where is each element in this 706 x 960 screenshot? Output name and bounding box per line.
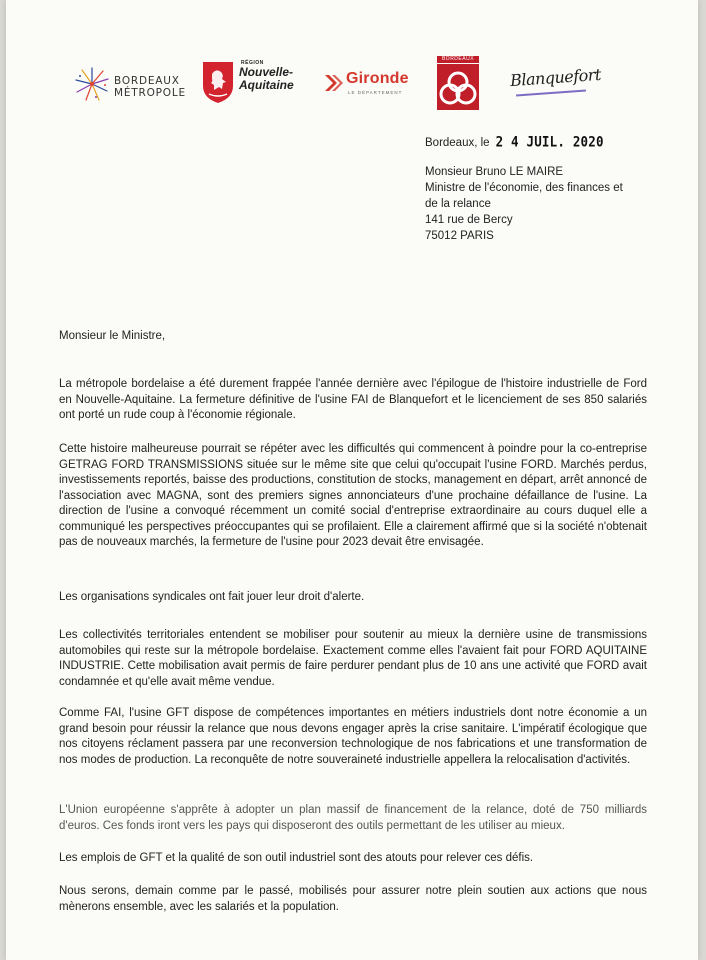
date-prefix: Bordeaux, le (425, 137, 490, 149)
blanquefort-logo (510, 64, 606, 98)
paragraph-2: Cette histoire malheureuse pourrait se répéter avec les difficultés qui commencent à poindre pour la co-entreprise GETRAG FORD TRANSMISSIONS située sur le même site que celui qu'occupait l'usine FORD. Marchés perdus, investissements reportés, baisse des productions, constitution de stocks, management en départ, arrêt annoncé de l'association avec MAGNA, sont des premiers signes annonciateurs d'une prochaine défaillance de l'usine. La direction de l'usine a convoqué récemment un comité social d'entreprise extraordinaire au cours duquel elle a communiqué les perspectives préoccupantes qui se profilaient. Elle a clairement affirmé que si la société n'obtenait pas de nouveaux marchés, la fermeture de l'usine pour 2023 devait être envisagée. (59, 443, 647, 548)
recipient-street: 141 rue de Bercy (425, 214, 513, 226)
paragraph-7: Les emplois de GFT et la qualité de son outil industriel sont des atouts pour relever ces défis. (59, 852, 534, 864)
recipient-name: Monsieur Bruno LE MAIRE (425, 166, 564, 178)
date-stamp: 2 4 JUIL. 2020 (495, 132, 604, 151)
paragraph-1: La métropole bordelaise a été durement frappée l'année dernière avec l'épilogue de l'histoire industrielle de Ford en Nouvelle-Aquitaine. La fermeture définitive de l'usine FAI de Blanquefort et le licenciement de ses 850 salariés ont porté un rude coup à l'économie régionale. (59, 378, 647, 421)
paragraph-6: L'Union européenne s'apprête à adopter un plan massif de financement de la relance, doté de 750 milliards d'euros. Ces fonds iront vers les pays qui disposeront des outils permettant de les utiliser au mieux. (59, 804, 647, 832)
starburst-icon (72, 64, 112, 104)
bm-line2: MÉTROPOLE (114, 87, 186, 99)
blanquefort-name: Blanquefort (509, 64, 602, 91)
bordeaux-metropole-logo (72, 64, 192, 104)
paragraph-8: Nous serons, demain comme par le passé, mobilisés pour assurer notre plein soutien aux actions que nous mènerons ensemble, avec les salariés et la population. (59, 885, 647, 913)
gironde-name: Gironde (346, 70, 409, 87)
na-line1: Nouvelle- (239, 65, 294, 79)
recipient-city: 75012 PARIS (425, 230, 494, 242)
paragraph-4: Les collectivités territoriales entendent se mobiliser pour soutenir au mieux la dernière usine de transmissions automobiles qui reste sur la métropole bordelaise. Exactement comme elles l'avaient fait pour FORD AQUITAINE INDUSTRIE. Cette mobilisation avait permis de faire perdurer pendant plus de 10 ans une activité que FORD avait condamnée et qu'elle avait même vendue. (59, 629, 647, 688)
na-name (239, 66, 294, 92)
lion-shield-icon (201, 60, 235, 104)
gironde-arrow-icon (324, 72, 344, 94)
bordeaux-metropole-text (114, 75, 186, 99)
salutation: Monsieur le Ministre, (59, 330, 166, 342)
recipient-title-line1: Ministre de l'économie, des finances et (425, 182, 623, 194)
paragraph-5: Comme FAI, l'usine GFT dispose de compétences importantes en métiers industriels dont notre économie a un grand besoin pour réussir la relance que nous devons engager après la crise sanitaire. L'impératif écologique que nos citoyens réclament passera par une reconversion technologique de nos fabrications et une transformation de nos modes de production. La reconquête de notre souveraineté industrielle appellera la relocalisation d'activités. (59, 707, 647, 766)
gironde-logo (324, 68, 434, 102)
logos-bar (6, 54, 698, 116)
bordeaux-crescents-icon (437, 64, 479, 110)
nouvelle-aquitaine-logo (201, 58, 321, 108)
bordeaux-city-logo (433, 56, 481, 112)
blanquefort-underline (516, 90, 586, 97)
paragraph-3: Les organisations syndicales ont fait jouer leur droit d'alerte. (59, 591, 365, 603)
bm-line1: BORDEAUX (114, 75, 180, 87)
recipient-title-line2: de la relance (425, 198, 491, 210)
bordeaux-city-header: BORDEAUX (437, 56, 479, 63)
recipient-address (425, 164, 623, 244)
gironde-sub: LE DÉPARTEMENT (348, 90, 403, 95)
date-line (425, 134, 604, 149)
na-line2: Aquitaine (239, 78, 294, 92)
na-region-label: RÉGION (241, 60, 264, 66)
letter-page (6, 0, 698, 960)
